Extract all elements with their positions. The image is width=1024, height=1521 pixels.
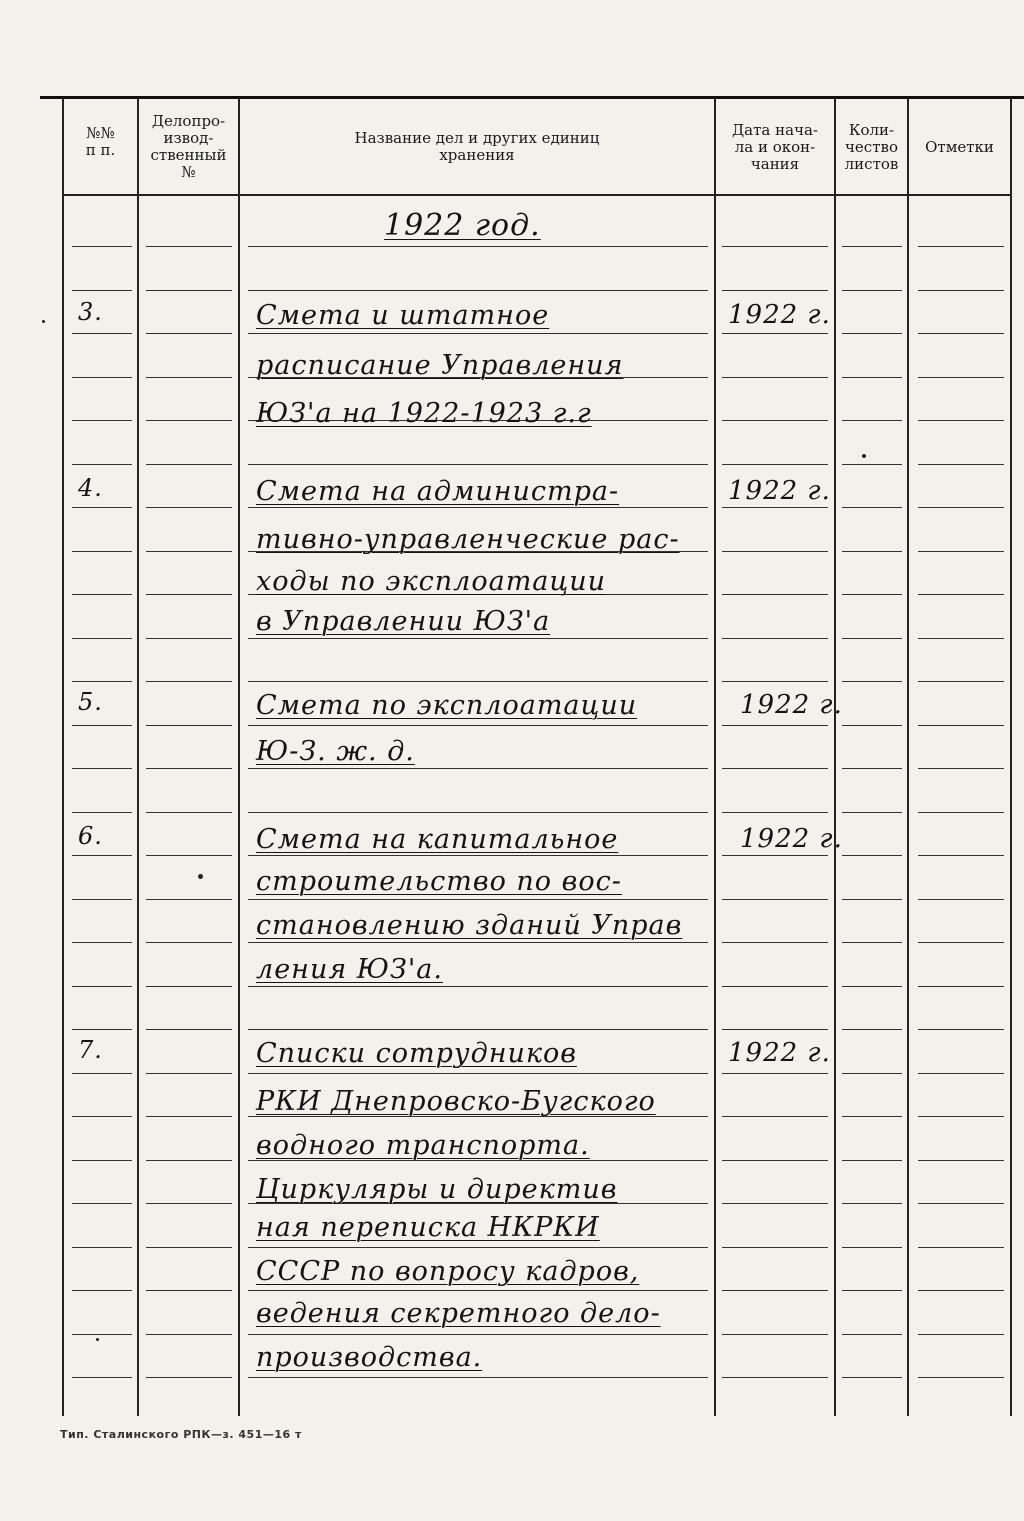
ruled-line: [842, 1029, 902, 1030]
ruled-line: [72, 1334, 132, 1335]
table-top-border: [40, 96, 1024, 99]
ruled-line: [146, 464, 232, 465]
header-title: Название дел и других единиц хранения: [354, 129, 600, 164]
ruled-line: [146, 1247, 232, 1248]
ruled-line: [918, 377, 1004, 378]
ruled-line: [72, 1377, 132, 1378]
ruled-line: [722, 377, 828, 378]
ruled-line: [918, 420, 1004, 421]
ruled-line: [918, 1203, 1004, 1204]
ruled-line: [146, 855, 232, 856]
ruled-line: [146, 899, 232, 900]
ruled-line: [918, 899, 1004, 900]
ruled-line: [722, 986, 828, 987]
ruled-line: [918, 855, 1004, 856]
ruled-line: [918, 290, 1004, 291]
ruled-line: [722, 1116, 828, 1117]
ruled-line: [72, 464, 132, 465]
ruled-line: [842, 1290, 902, 1291]
ruled-line: [146, 1029, 232, 1030]
entry-number: 4.: [78, 474, 103, 502]
ruled-line: [146, 942, 232, 943]
ruled-line: [72, 1116, 132, 1117]
ruled-line: [722, 1334, 828, 1335]
ruled-line: [722, 1029, 828, 1030]
ruled-line: [918, 1247, 1004, 1248]
entry-title-line: Смета на капитальное: [256, 824, 619, 855]
ruled-line: [248, 1247, 708, 1248]
ruled-line: [72, 420, 132, 421]
entry-number: 7.: [78, 1036, 103, 1064]
ruled-line: [72, 899, 132, 900]
ruled-line: [918, 768, 1004, 769]
ink-speck: [198, 874, 203, 879]
ruled-line: [842, 594, 902, 595]
entry-title-line: ления ЮЗ'а.: [256, 954, 443, 985]
ruled-line: [722, 899, 828, 900]
year-heading: 1922 год.: [384, 208, 541, 243]
ruled-line: [146, 1203, 232, 1204]
ruled-line: [722, 1203, 828, 1204]
entry-title-line: Циркуляры и директив: [256, 1174, 618, 1205]
entry-title-line: СССР по вопросу кадров,: [256, 1256, 640, 1287]
entry-title-line: в Управлении ЮЗ'а: [256, 606, 551, 637]
entry-title-line: ная переписка НКРКИ: [256, 1212, 600, 1243]
ruled-line: [842, 1334, 902, 1335]
ruled-line: [146, 377, 232, 378]
entry-title-line: ходы по эксплоатации: [256, 566, 607, 597]
ruled-line: [248, 1377, 708, 1378]
entry-title-line: Смета на администра-: [256, 476, 620, 507]
entry-date: 1922 г.: [728, 1038, 831, 1068]
ruled-line: [146, 1377, 232, 1378]
ruled-line: [722, 551, 828, 552]
ruled-line: [72, 246, 132, 247]
ruled-line: [722, 638, 828, 639]
ruled-line: [248, 725, 708, 726]
ruled-line: [722, 333, 828, 334]
ruled-line: [146, 1290, 232, 1291]
ruled-line: [72, 1029, 132, 1030]
ruled-line: [248, 1334, 708, 1335]
ruled-line: [722, 420, 828, 421]
ruled-line: [842, 420, 902, 421]
ruled-line: [842, 1203, 902, 1204]
column-divider: [834, 98, 836, 1416]
ruled-line: [918, 333, 1004, 334]
ruled-line: [918, 507, 1004, 508]
ruled-line: [72, 681, 132, 682]
header-notes: Отметки: [925, 137, 994, 156]
header-number: №№ п п.: [85, 124, 116, 159]
ruled-line: [722, 594, 828, 595]
ruled-line: [842, 1247, 902, 1248]
entry-title-line: расписание Управления: [256, 350, 624, 381]
ruled-line: [72, 986, 132, 987]
ruled-line: [72, 725, 132, 726]
ruled-line: [842, 1160, 902, 1161]
ruled-line: [722, 1377, 828, 1378]
entry-date: 1922 г.: [740, 690, 843, 720]
ruled-line: [72, 812, 132, 813]
entry-title-line: Смета и штатное: [256, 300, 550, 331]
ruled-line: [72, 290, 132, 291]
ink-speck: [862, 454, 866, 458]
ruled-line: [146, 551, 232, 552]
ruled-line: [72, 1203, 132, 1204]
ruled-line: [842, 507, 902, 508]
ruled-line: [248, 942, 708, 943]
ink-speck: [42, 320, 45, 323]
ruled-line: [146, 507, 232, 508]
ruled-line: [918, 812, 1004, 813]
ruled-line: [72, 507, 132, 508]
ruled-line: [146, 1116, 232, 1117]
ruled-line: [842, 681, 902, 682]
ruled-line: [722, 1160, 828, 1161]
ruled-line: [918, 1073, 1004, 1074]
ruled-line: [146, 986, 232, 987]
ruled-line: [72, 1290, 132, 1291]
ruled-line: [248, 812, 708, 813]
ruled-line: [918, 551, 1004, 552]
entry-title-line: производства.: [256, 1342, 483, 1373]
entry-title-line: водного транспорта.: [256, 1130, 590, 1161]
column-divider: [714, 98, 716, 1416]
ruled-line: [146, 638, 232, 639]
ruled-line: [918, 986, 1004, 987]
ruled-line: [146, 246, 232, 247]
column-divider: [137, 98, 139, 1416]
ruled-line: [918, 1290, 1004, 1291]
printer-imprint: Тип. Сталинского РПК—з. 451—16 т: [60, 1428, 302, 1441]
ruled-line: [72, 594, 132, 595]
ruled-line: [248, 1290, 708, 1291]
ruled-line: [842, 812, 902, 813]
ruled-line: [72, 768, 132, 769]
ruled-line: [918, 1160, 1004, 1161]
ruled-line: [146, 681, 232, 682]
ruled-line: [72, 855, 132, 856]
ruled-line: [918, 1334, 1004, 1335]
entry-date: 1922 г.: [728, 300, 831, 330]
ruled-line: [722, 681, 828, 682]
ink-speck: [96, 1338, 99, 1341]
ruled-line: [248, 768, 708, 769]
entry-date: 1922 г.: [740, 824, 843, 854]
entry-title-line: строительство по вос-: [256, 866, 622, 897]
entry-number: 6.: [78, 822, 103, 850]
ruled-line: [918, 246, 1004, 247]
ruled-line: [146, 725, 232, 726]
ruled-line: [842, 377, 902, 378]
ruled-line: [918, 594, 1004, 595]
ruled-line: [722, 725, 828, 726]
ruled-line: [72, 638, 132, 639]
ruled-line: [918, 638, 1004, 639]
ruled-line: [146, 1334, 232, 1335]
entry-title-line: ЮЗ'а на 1922-1923 г.г: [256, 398, 592, 429]
entry-title-line: ведения секретного дело-: [256, 1298, 661, 1329]
ruled-line: [248, 1073, 708, 1074]
header-office-number: Делопро- извод- ственный №: [150, 112, 227, 181]
ruled-line: [722, 1247, 828, 1248]
ruled-line: [248, 855, 708, 856]
ruled-line: [722, 855, 828, 856]
ruled-line: [918, 725, 1004, 726]
ruled-line: [918, 1116, 1004, 1117]
ruled-line: [918, 1029, 1004, 1030]
ruled-line: [842, 1377, 902, 1378]
ruled-line: [146, 594, 232, 595]
ruled-line: [842, 725, 902, 726]
ruled-line: [722, 464, 828, 465]
ruled-line: [248, 899, 708, 900]
ruled-line: [842, 855, 902, 856]
column-divider: [907, 98, 909, 1416]
header-sheets: Коли- чество листов: [844, 120, 899, 173]
ruled-line: [72, 1247, 132, 1248]
header-bottom-border: [62, 194, 1012, 196]
ruled-line: [722, 507, 828, 508]
ruled-line: [842, 942, 902, 943]
ruled-line: [146, 1073, 232, 1074]
ruled-line: [842, 768, 902, 769]
header-dates: Дата нача- ла и окон- чания: [731, 120, 818, 173]
entry-title-line: Списки сотрудников: [256, 1038, 577, 1069]
ruled-line: [842, 986, 902, 987]
ruled-line: [146, 333, 232, 334]
ruled-line: [722, 246, 828, 247]
entry-date: 1922 г.: [728, 476, 831, 506]
ruled-line: [146, 1160, 232, 1161]
ruled-line: [146, 290, 232, 291]
ruled-line: [72, 551, 132, 552]
ruled-line: [72, 1073, 132, 1074]
column-divider: [1010, 98, 1012, 1416]
ruled-line: [722, 1290, 828, 1291]
ruled-line: [248, 986, 708, 987]
ruled-line: [918, 942, 1004, 943]
entry-title-line: РКИ Днепровско-Бугского: [256, 1086, 656, 1117]
ruled-line: [842, 638, 902, 639]
ruled-line: [722, 768, 828, 769]
ruled-line: [842, 551, 902, 552]
entry-title-line: становлению зданий Управ: [256, 910, 683, 941]
ruled-line: [842, 464, 902, 465]
entry-title-line: Смета по эксплоатации: [256, 690, 638, 721]
ruled-line: [248, 1029, 708, 1030]
ruled-line: [842, 1073, 902, 1074]
ruled-line: [918, 464, 1004, 465]
ruled-line: [722, 812, 828, 813]
ruled-line: [722, 1073, 828, 1074]
ruled-line: [146, 812, 232, 813]
ruled-line: [248, 507, 708, 508]
ruled-line: [842, 290, 902, 291]
ruled-line: [842, 1116, 902, 1117]
ruled-line: [146, 420, 232, 421]
ruled-line: [722, 290, 828, 291]
ruled-line: [248, 681, 708, 682]
ruled-line: [248, 464, 708, 465]
ruled-line: [248, 638, 708, 639]
ruled-line: [918, 1377, 1004, 1378]
ruled-line: [72, 333, 132, 334]
entry-number: 3.: [78, 298, 103, 326]
ruled-line: [722, 942, 828, 943]
ruled-line: [146, 768, 232, 769]
entry-title-line: тивно-управленческие рас-: [256, 524, 680, 555]
ruled-line: [248, 246, 708, 247]
ruled-line: [842, 333, 902, 334]
entry-title-line: Ю-З. ж. д.: [256, 736, 415, 767]
ruled-line: [842, 246, 902, 247]
ruled-line: [72, 377, 132, 378]
column-divider: [238, 98, 240, 1416]
ruled-line: [248, 333, 708, 334]
entry-number: 5.: [78, 688, 103, 716]
column-divider: [62, 98, 64, 1416]
ruled-line: [72, 942, 132, 943]
ruled-line: [72, 1160, 132, 1161]
ruled-line: [248, 290, 708, 291]
ruled-line: [842, 899, 902, 900]
ruled-line: [918, 681, 1004, 682]
